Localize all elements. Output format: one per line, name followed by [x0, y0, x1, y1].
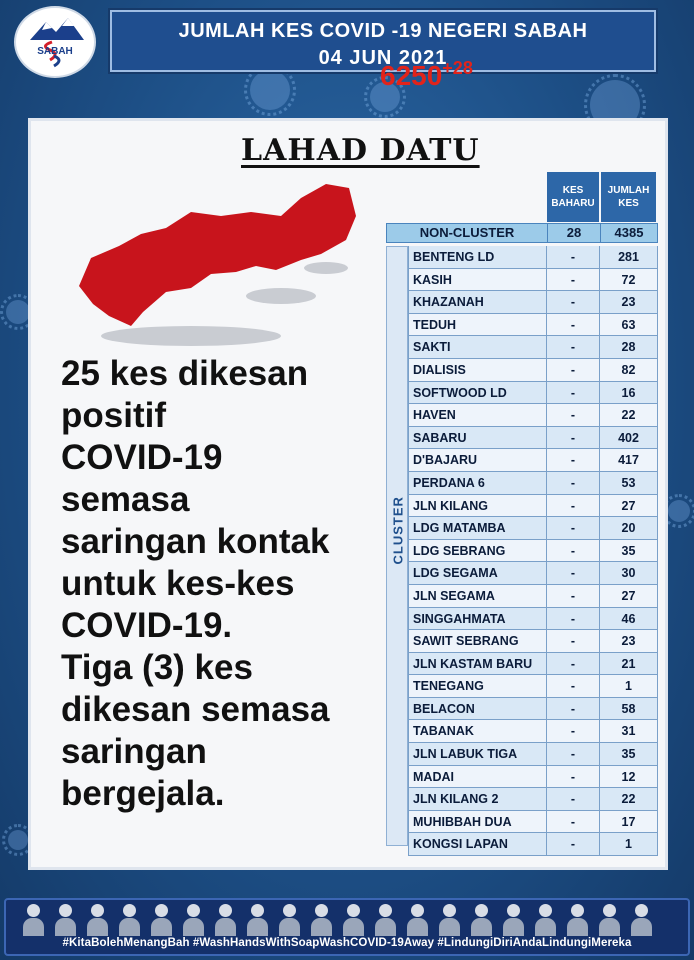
total-cases: 6250	[380, 60, 443, 91]
cluster-total-cases: 17	[599, 811, 658, 833]
cluster-new-cases: -	[546, 427, 599, 449]
person-icon	[436, 902, 462, 936]
cluster-name: HAVEN	[408, 404, 546, 426]
people-illustration	[20, 902, 654, 936]
cluster-total-cases: 1	[599, 675, 658, 697]
cluster-table	[386, 223, 658, 852]
cluster-new-cases: -	[546, 269, 599, 291]
non-cluster-name: NON-CLUSTER	[419, 225, 515, 240]
cluster-total-cases: 417	[599, 449, 658, 471]
non-cluster-row	[386, 223, 658, 243]
virus-decoration	[250, 70, 290, 110]
cluster-name: SAWIT SEBRANG	[408, 630, 546, 652]
cluster-name: TENEGANG	[408, 675, 546, 697]
table-row	[408, 698, 658, 721]
cluster-new-cases: -	[546, 833, 599, 855]
table-row	[408, 495, 658, 518]
cluster-name: TABANAK	[408, 720, 546, 742]
non-cluster-total: 4385	[600, 224, 657, 242]
cluster-total-cases: 22	[599, 788, 658, 810]
cluster-name: KHAZANAH	[408, 291, 546, 313]
cluster-total-cases: 63	[599, 314, 658, 336]
person-icon	[372, 902, 398, 936]
table-row	[408, 359, 658, 382]
cluster-name: PERDANA 6	[408, 472, 546, 494]
table-row	[408, 291, 658, 314]
table-row	[408, 766, 658, 789]
cluster-new-cases: -	[546, 743, 599, 765]
cluster-total-cases: 1	[599, 833, 658, 855]
cluster-total-cases: 35	[599, 743, 658, 765]
cluster-name: SOFTWOOD LD	[408, 382, 546, 404]
case-description	[61, 353, 391, 815]
cluster-name: LDG SEGAMA	[408, 562, 546, 584]
cluster-total-cases: 31	[599, 720, 658, 742]
cluster-new-cases: -	[546, 788, 599, 810]
cluster-name: BELACON	[408, 698, 546, 720]
cluster-new-cases: -	[546, 766, 599, 788]
cluster-new-cases: -	[546, 246, 599, 268]
cluster-name: KASIH	[408, 269, 546, 291]
cluster-new-cases: -	[546, 675, 599, 697]
cluster-total-cases: 23	[599, 291, 658, 313]
person-icon	[404, 902, 430, 936]
cluster-new-cases: -	[546, 540, 599, 562]
description-line: dikesan semasa	[61, 690, 330, 729]
table-row	[408, 517, 658, 540]
cluster-total-cases: 20	[599, 517, 658, 539]
cluster-new-cases: -	[546, 495, 599, 517]
cluster-name: SABARU	[408, 427, 546, 449]
cluster-total-cases: 46	[599, 608, 658, 630]
cluster-name: JLN KILANG	[408, 495, 546, 517]
district-total	[380, 58, 473, 92]
district-title: LAHAD DATU	[241, 133, 480, 168]
table-row	[408, 540, 658, 563]
new-cases: +28	[442, 58, 473, 78]
header-new-cases: KES BAHARU	[547, 172, 599, 222]
person-icon	[308, 902, 334, 936]
description-line: saringan	[61, 732, 207, 771]
person-icon	[20, 902, 46, 936]
cluster-name: D'BAJARU	[408, 449, 546, 471]
cluster-new-cases: -	[546, 472, 599, 494]
virus-decoration	[6, 300, 30, 324]
cluster-new-cases: -	[546, 585, 599, 607]
person-icon	[340, 902, 366, 936]
description-line: COVID-19	[61, 438, 223, 477]
cluster-total-cases: 27	[599, 585, 658, 607]
cluster-total-cases: 281	[599, 246, 658, 268]
cluster-new-cases: -	[546, 291, 599, 313]
table-row	[408, 608, 658, 631]
cluster-new-cases: -	[546, 698, 599, 720]
person-icon	[628, 902, 654, 936]
cluster-name: JLN LABUK TIGA	[408, 743, 546, 765]
sabah-logo	[14, 6, 96, 78]
description-line: COVID-19.	[61, 606, 233, 645]
cluster-name: SAKTI	[408, 336, 546, 358]
cluster-side-band	[386, 246, 408, 846]
description-line: semasa	[61, 480, 190, 519]
table-row	[408, 743, 658, 766]
person-icon	[500, 902, 526, 936]
cluster-new-cases: -	[546, 720, 599, 742]
cluster-total-cases: 23	[599, 630, 658, 652]
table-row	[408, 653, 658, 676]
person-icon	[52, 902, 78, 936]
person-icon	[116, 902, 142, 936]
page-title: JUMLAH KES COVID -19 NEGERI SABAH	[178, 20, 588, 42]
cluster-label: CLUSTER	[390, 496, 406, 565]
cluster-name: BENTENG LD	[408, 246, 546, 268]
table-row	[408, 314, 658, 337]
person-icon	[532, 902, 558, 936]
cluster-name: MUHIBBAH DUA	[408, 811, 546, 833]
cluster-name: DIALISIS	[408, 359, 546, 381]
cluster-name: TEDUH	[408, 314, 546, 336]
person-icon	[468, 902, 494, 936]
cluster-total-cases: 28	[599, 336, 658, 358]
table-row	[408, 675, 658, 698]
table-row	[408, 449, 658, 472]
cluster-total-cases: 402	[599, 427, 658, 449]
cluster-rows	[408, 246, 658, 856]
cluster-total-cases: 53	[599, 472, 658, 494]
description-line: untuk kes-kes	[61, 564, 295, 603]
cluster-new-cases: -	[546, 630, 599, 652]
table-row	[408, 585, 658, 608]
cluster-name: SINGGAHMATA	[408, 608, 546, 630]
cluster-total-cases: 30	[599, 562, 658, 584]
person-icon	[596, 902, 622, 936]
cluster-total-cases: 82	[599, 359, 658, 381]
table-row	[408, 833, 658, 856]
person-icon	[180, 902, 206, 936]
cluster-total-cases: 22	[599, 404, 658, 426]
description-line: Tiga (3) kes	[61, 648, 253, 687]
cluster-new-cases: -	[546, 382, 599, 404]
person-icon	[84, 902, 110, 936]
table-row	[408, 472, 658, 495]
cluster-total-cases: 16	[599, 382, 658, 404]
cluster-new-cases: -	[546, 517, 599, 539]
description-line: 25 kes dikesan	[61, 354, 309, 393]
cluster-name: LDG SEBRANG	[408, 540, 546, 562]
virus-decoration	[8, 830, 28, 850]
cluster-new-cases: -	[546, 336, 599, 358]
table-row	[408, 630, 658, 653]
description-line: bergejala.	[61, 774, 225, 813]
cluster-total-cases: 58	[599, 698, 658, 720]
header-total-cases: JUMLAH KES	[601, 172, 656, 222]
non-cluster-new: 28	[547, 224, 600, 242]
virus-decoration	[668, 500, 690, 522]
table-row	[408, 811, 658, 834]
cluster-name: MADAI	[408, 766, 546, 788]
table-row	[408, 382, 658, 405]
table-row	[408, 404, 658, 427]
cluster-total-cases: 21	[599, 653, 658, 675]
description-line: saringan kontak	[61, 522, 330, 561]
person-icon	[148, 902, 174, 936]
cluster-name: KONGSI LAPAN	[408, 833, 546, 855]
cluster-new-cases: -	[546, 608, 599, 630]
cluster-name: LDG MATAMBA	[408, 517, 546, 539]
table-row	[408, 788, 658, 811]
cluster-new-cases: -	[546, 811, 599, 833]
person-icon	[276, 902, 302, 936]
cluster-new-cases: -	[546, 653, 599, 675]
person-icon	[564, 902, 590, 936]
table-row	[408, 427, 658, 450]
table-row	[408, 720, 658, 743]
cluster-new-cases: -	[546, 449, 599, 471]
cluster-new-cases: -	[546, 404, 599, 426]
cluster-name: JLN KILANG 2	[408, 788, 546, 810]
hashtags: #KitaBolehMenangBah #WashHandsWithSoapWashCOVID-19Away #LindungiDiriAndaLindungiMereka	[62, 937, 632, 949]
cluster-total-cases: 72	[599, 269, 658, 291]
district-map-icon	[71, 176, 371, 351]
person-icon	[244, 902, 270, 936]
cluster-new-cases: -	[546, 314, 599, 336]
report-date: 04 JUN 2021	[318, 47, 448, 69]
table-row	[408, 562, 658, 585]
table-row	[408, 336, 658, 359]
cluster-name: JLN SEGAMA	[408, 585, 546, 607]
person-icon	[212, 902, 238, 936]
logo-label: SABAH	[37, 46, 73, 57]
cluster-total-cases: 35	[599, 540, 658, 562]
cluster-total-cases: 27	[599, 495, 658, 517]
cluster-name: JLN KASTAM BARU	[408, 653, 546, 675]
table-row	[408, 246, 658, 269]
footer-banner	[4, 898, 690, 956]
description-line: positif	[61, 396, 166, 435]
table-row	[408, 269, 658, 292]
cluster-new-cases: -	[546, 359, 599, 381]
cluster-new-cases: -	[546, 562, 599, 584]
cluster-total-cases: 12	[599, 766, 658, 788]
